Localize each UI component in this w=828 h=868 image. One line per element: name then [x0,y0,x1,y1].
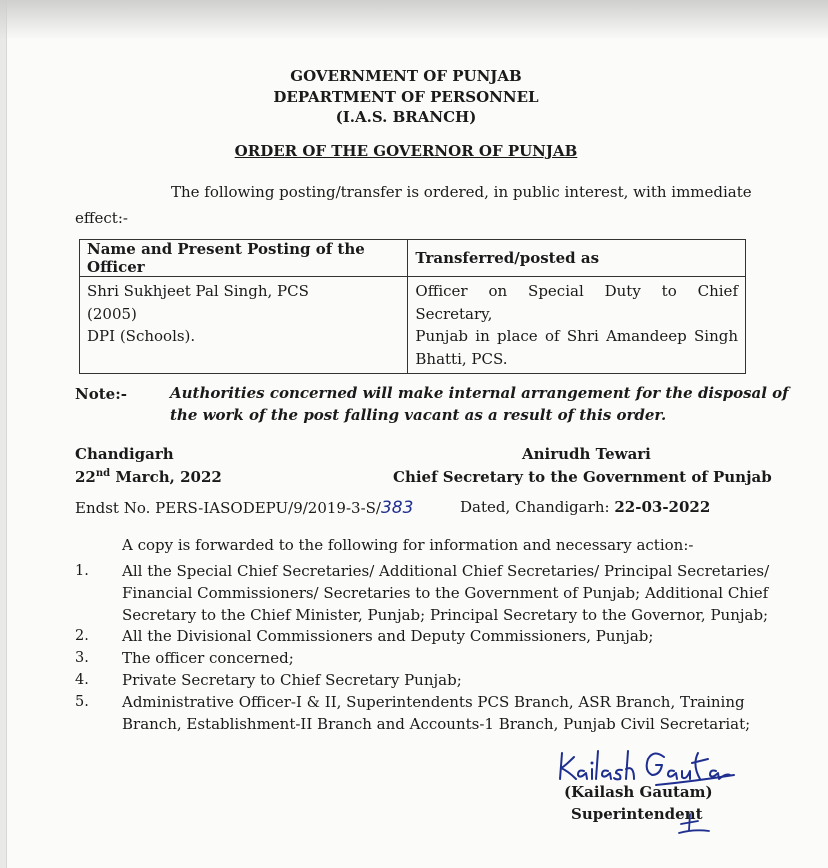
place: Chandigarh [75,445,174,463]
recipient-line: Financial Commissioners/ Secretaries to the Government of Punjab; Additional Chief [122,584,769,602]
recipient-number: 1. [75,563,89,579]
officer-cell [80,277,408,374]
order-title: ORDER OF THE GOVERNOR OF PUNJAB [234,142,578,160]
officer-line: Shri Sukhjeet Pal Singh, PCS [87,282,309,300]
endorsement-number [75,498,413,518]
header-branch: (I.A.S. BRANCH) [335,108,477,126]
initial-mark [676,812,712,838]
posted-as-cell [408,277,746,374]
intro-line-2: effect:- [75,209,128,227]
signatory-name: Anirudh Tewari [522,445,651,463]
recipient-line: The officer concerned; [122,649,294,667]
date-day: 22 [75,468,96,486]
recipient-line: All the Special Chief Secretaries/ Additional Chief Secretaries/ Principal Secretaries/ [122,562,770,580]
copy-intro: A copy is forwarded to the following for information and necessary action:- [122,536,694,554]
document-page [6,0,828,868]
order-date [75,468,222,486]
intro-line-1: The following posting/transfer is ordered, in public interest, with immediate [171,183,752,201]
note-line-2: the work of the post falling vacant as a result of this order. [170,406,667,424]
date-suffix: nd [95,468,111,479]
date-month-year: March, 2022 [110,468,222,486]
endorsement-prefix: Endst No. PERS-IASODEPU/9/2019-3-S/ [75,499,381,517]
note-label: Note:- [75,385,127,403]
recipient-line: All the Divisional Commissioners and Deputy Commissioners, Punjab; [122,627,654,645]
recipient-number: 3. [75,650,89,666]
note-line-1: Authorities concerned will make internal arrangement for the disposal of [170,384,789,402]
posting-table [79,239,746,374]
superintendent-name: (Kailash Gautam) [564,783,713,801]
handwritten-number: 383 [380,498,414,518]
officer-line: DPI (Schools). [87,327,196,345]
recipient-line: Secretary to the Chief Minister, Punjab; Principal Secretary to the Governor, Punjab; [122,606,769,624]
header-department: DEPARTMENT OF PERSONNEL [273,88,539,106]
signatory-designation: Chief Secretary to the Government of Punjab [393,468,772,486]
recipient-number: 5. [75,694,89,710]
table-row [80,277,746,374]
officer-line: (2005) [87,304,137,323]
dated-label: Dated, Chandigarh: [460,498,615,516]
superintendent-designation: Superintendent [571,805,703,823]
scan-shadow [0,0,828,40]
recipient-line: Branch, Establishment-II Branch and Accounts-1 Branch, Punjab Civil Secretariat; [122,715,751,733]
posted-line: Officer on Special Duty to Chief Secretary, [415,282,738,323]
recipient-number: 2. [75,628,89,644]
recipient-number: 4. [75,672,89,688]
endorsement-date [460,498,710,516]
column-header-posted-as: Transferred/posted as [408,240,746,277]
recipient-line: Private Secretary to Chief Secretary Punjab; [122,671,462,689]
column-header-officer: Name and Present Posting of the Officer [80,240,408,277]
table-header-row [80,240,746,277]
posted-line: Bhatti, PCS. [415,349,508,368]
posted-line: Punjab in place of Shri Amandeep Singh [415,327,738,345]
recipient-line: Administrative Officer-I & II, Superintendents PCS Branch, ASR Branch, Training [122,693,745,711]
header-government: GOVERNMENT OF PUNJAB [290,67,522,85]
dated-value: 22-03-2022 [614,498,711,516]
